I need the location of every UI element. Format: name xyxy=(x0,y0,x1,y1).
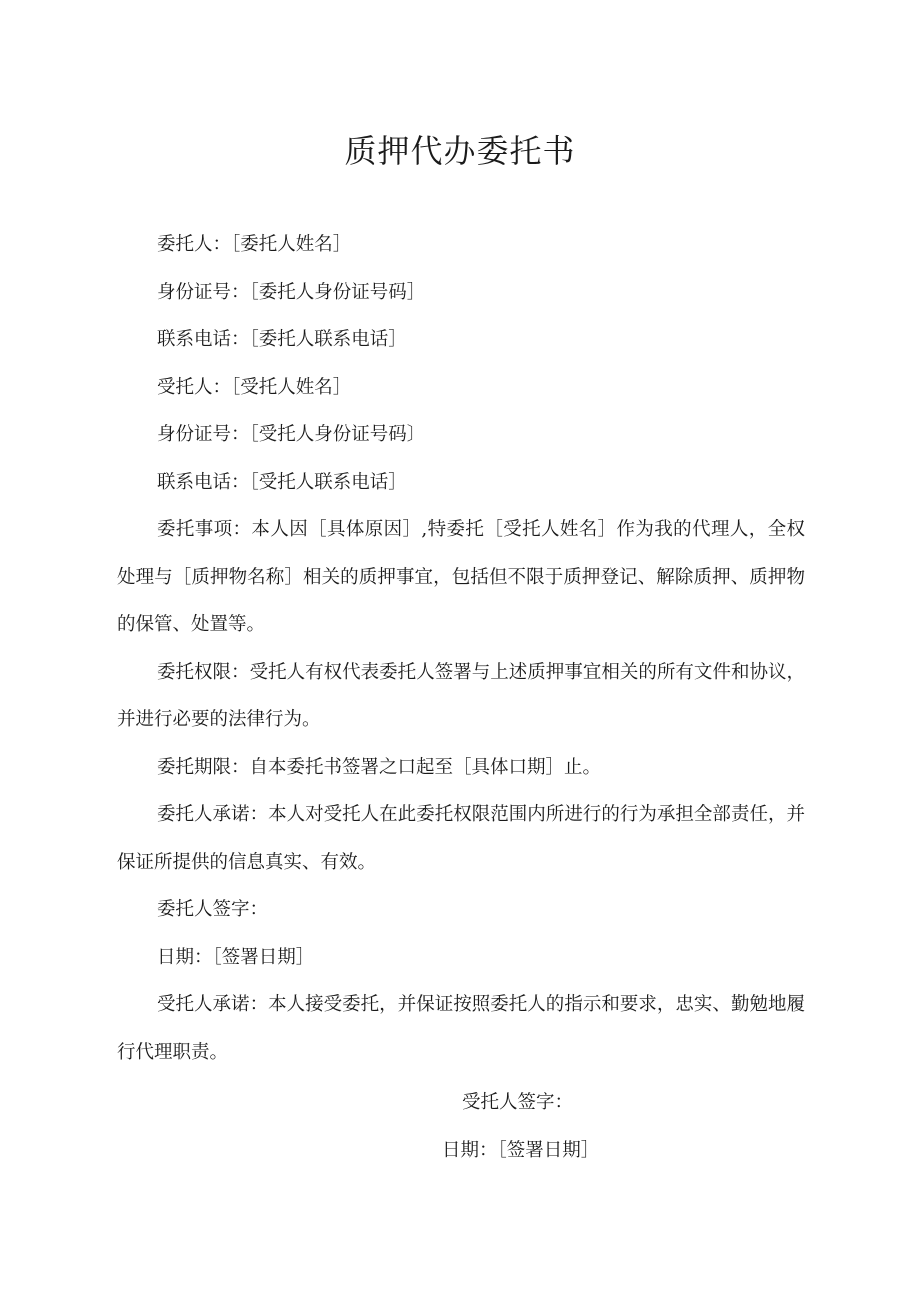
agent-signature-date: 日期：［签署日期］ xyxy=(442,1140,600,1161)
agent-id-line: 身份证号：［受托人身份证号码〕 xyxy=(157,424,426,445)
agent-phone-line: 联系电话：［受托人联系电话］ xyxy=(157,471,407,493)
authority-paragraph: 委托权限：受托人有权代表委托人签署与上述质押事宜相关的所有文件和协议，并进行必要的法律行为。 xyxy=(117,661,805,730)
principal-signature-date: 日期：［签署日期］ xyxy=(157,946,315,968)
principal-phone-line: 联系电话：［委托人联系电话］ xyxy=(157,329,407,350)
agent-signature-label: 受托人签字： xyxy=(462,1092,574,1113)
agent-promise-paragraph: 受托人承诺：本人接受委托，并保证按照委托人的指示和要求，忠实、勤勉地履行代理职责。 xyxy=(117,994,805,1063)
term-paragraph: 委托期限：自本委托书签署之口起至［具体口期］止。 xyxy=(157,756,602,778)
document-title: 质押代办委托书 xyxy=(344,132,576,170)
principal-signature-label: 委托人签字： xyxy=(157,899,269,920)
agent-name-line: 受托人：［受托人姓名］ xyxy=(157,376,352,398)
principal-name-line: 委托人：［委托人姓名］ xyxy=(157,234,352,255)
entrusted-matters-paragraph: 委托事项：本人因［具体原因］,特委托［受托人姓名］作为我的代理人，全权处理与［质押物名称］相关的质押事宜，包括但不限于质押登记、解除质押、质押物的保管、处置等。 xyxy=(117,519,805,635)
principal-id-line: 身份证号：［委托人身份证号码］ xyxy=(157,281,426,303)
document-body xyxy=(117,221,805,1076)
principal-promise-paragraph: 委托人承诺：本人对受托人在此委托权限范围内所进行的行为承担全部责任，并保证所提供的信息真实、有效。 xyxy=(117,804,805,873)
